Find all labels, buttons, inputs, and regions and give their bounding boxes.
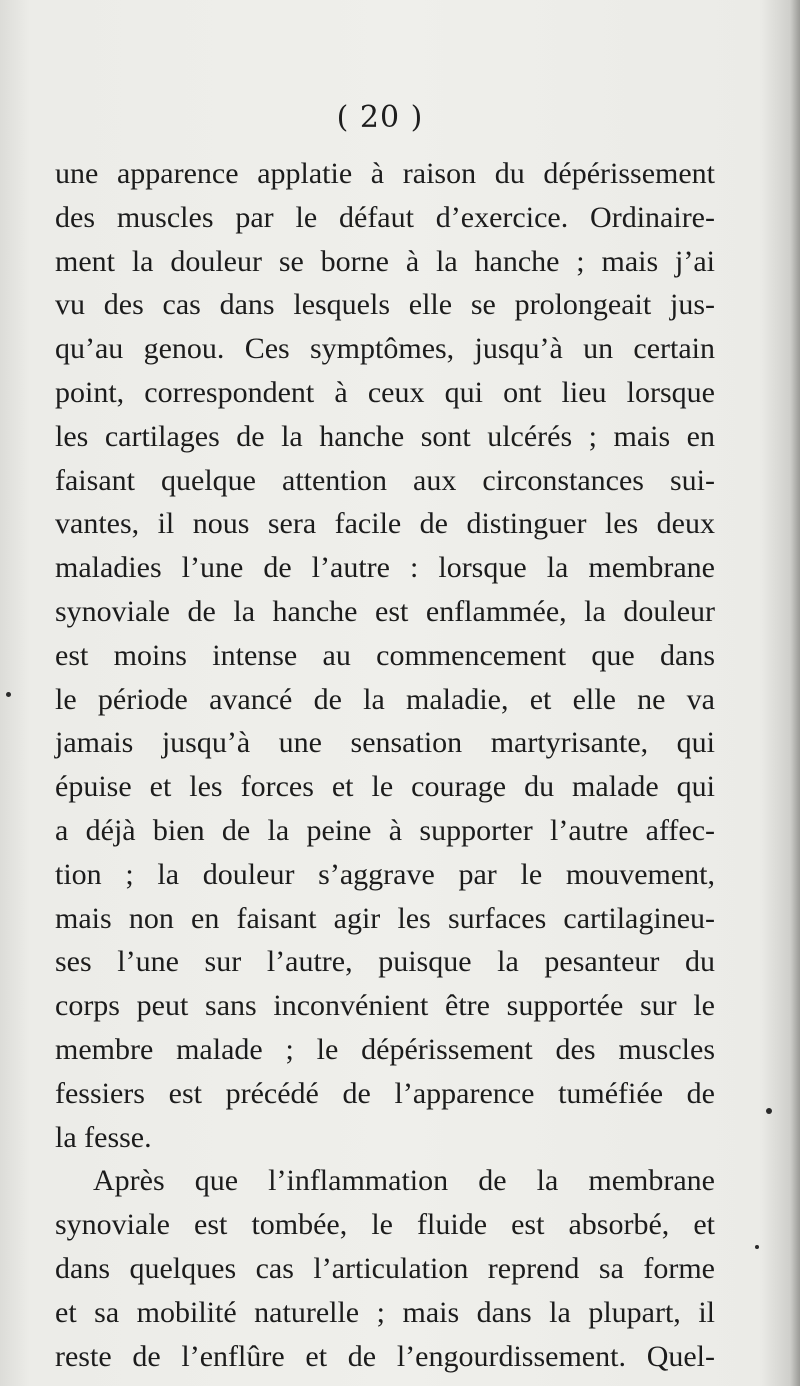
text-line: corps peut sans inconvénient être supportée sur le: [55, 989, 715, 1023]
text-line: ses l’une sur l’autre, puisque la pesanteur du: [55, 945, 715, 979]
text-line: des muscles par le défaut d’exercice. Ordinaire-: [55, 200, 715, 234]
text-line: ment la douleur se borne à la hanche ; mais j’ai: [55, 244, 715, 278]
text-line: et sa mobilité naturelle ; mais dans la plupart, il: [55, 1295, 715, 1329]
text-line: vu des cas dans lesquels elle se prolongeait jus-: [55, 288, 715, 322]
paragraph-1: [55, 152, 715, 1159]
page-number: ( 20 ): [336, 100, 424, 135]
text-line: une apparence applatie à raison du dépérissement: [55, 157, 715, 190]
text-line: fessiers est précédé de l’apparence tuméfiée de: [55, 1076, 715, 1110]
text-line: qu’au genou. Ces symptômes, jusqu’à un certain: [55, 332, 715, 366]
text-line: dans quelques cas l’articulation reprend sa forme: [55, 1251, 715, 1285]
text-line: point, correspondent à ceux qui ont lieu lorsque: [55, 375, 715, 409]
text-line: mais non en faisant agir les surfaces cartilagineu-: [55, 901, 715, 935]
text-line: faisant quelque attention aux circonstances sui-: [55, 463, 715, 497]
text-line: les cartilages de la hanche sont ulcérés ; mais en: [55, 419, 715, 453]
text-line: reste de l’enflûre et de l’engourdissement. Quel-: [55, 1339, 715, 1373]
text-line: synoviale est tombée, le fluide est absorbé, et: [55, 1208, 715, 1242]
paper-speck: [6, 692, 11, 697]
text-line: vantes, il nous sera facile de distinguer les deux: [55, 507, 715, 541]
body-text: [55, 152, 715, 1378]
text-line: maladies l’une de l’autre : lorsque la membrane: [55, 551, 715, 585]
text-line: membre malade ; le dépérissement des muscles: [55, 1032, 715, 1066]
text-line: le période avancé de la maladie, et elle ne va: [55, 682, 715, 716]
text-line: a déjà bien de la peine à supporter l’autre affec-: [55, 813, 715, 847]
text-line: est moins intense au commencement que dans: [55, 638, 715, 672]
paper-speck: [766, 1108, 772, 1114]
text-line: synoviale de la hanche est enflammée, la douleur: [55, 594, 715, 628]
text-line: épuise et les forces et le courage du malade qui: [55, 770, 715, 804]
text-line: tion ; la douleur s’aggrave par le mouvement,: [55, 857, 715, 891]
paragraph-2: [55, 1159, 715, 1378]
paper-speck: [755, 1245, 759, 1249]
text-line: la fesse.: [55, 1120, 152, 1154]
text-line: Après que l’inflammation de la membrane: [93, 1164, 715, 1198]
text-line: jamais jusqu’à une sensation martyrisante, qui: [55, 726, 715, 760]
